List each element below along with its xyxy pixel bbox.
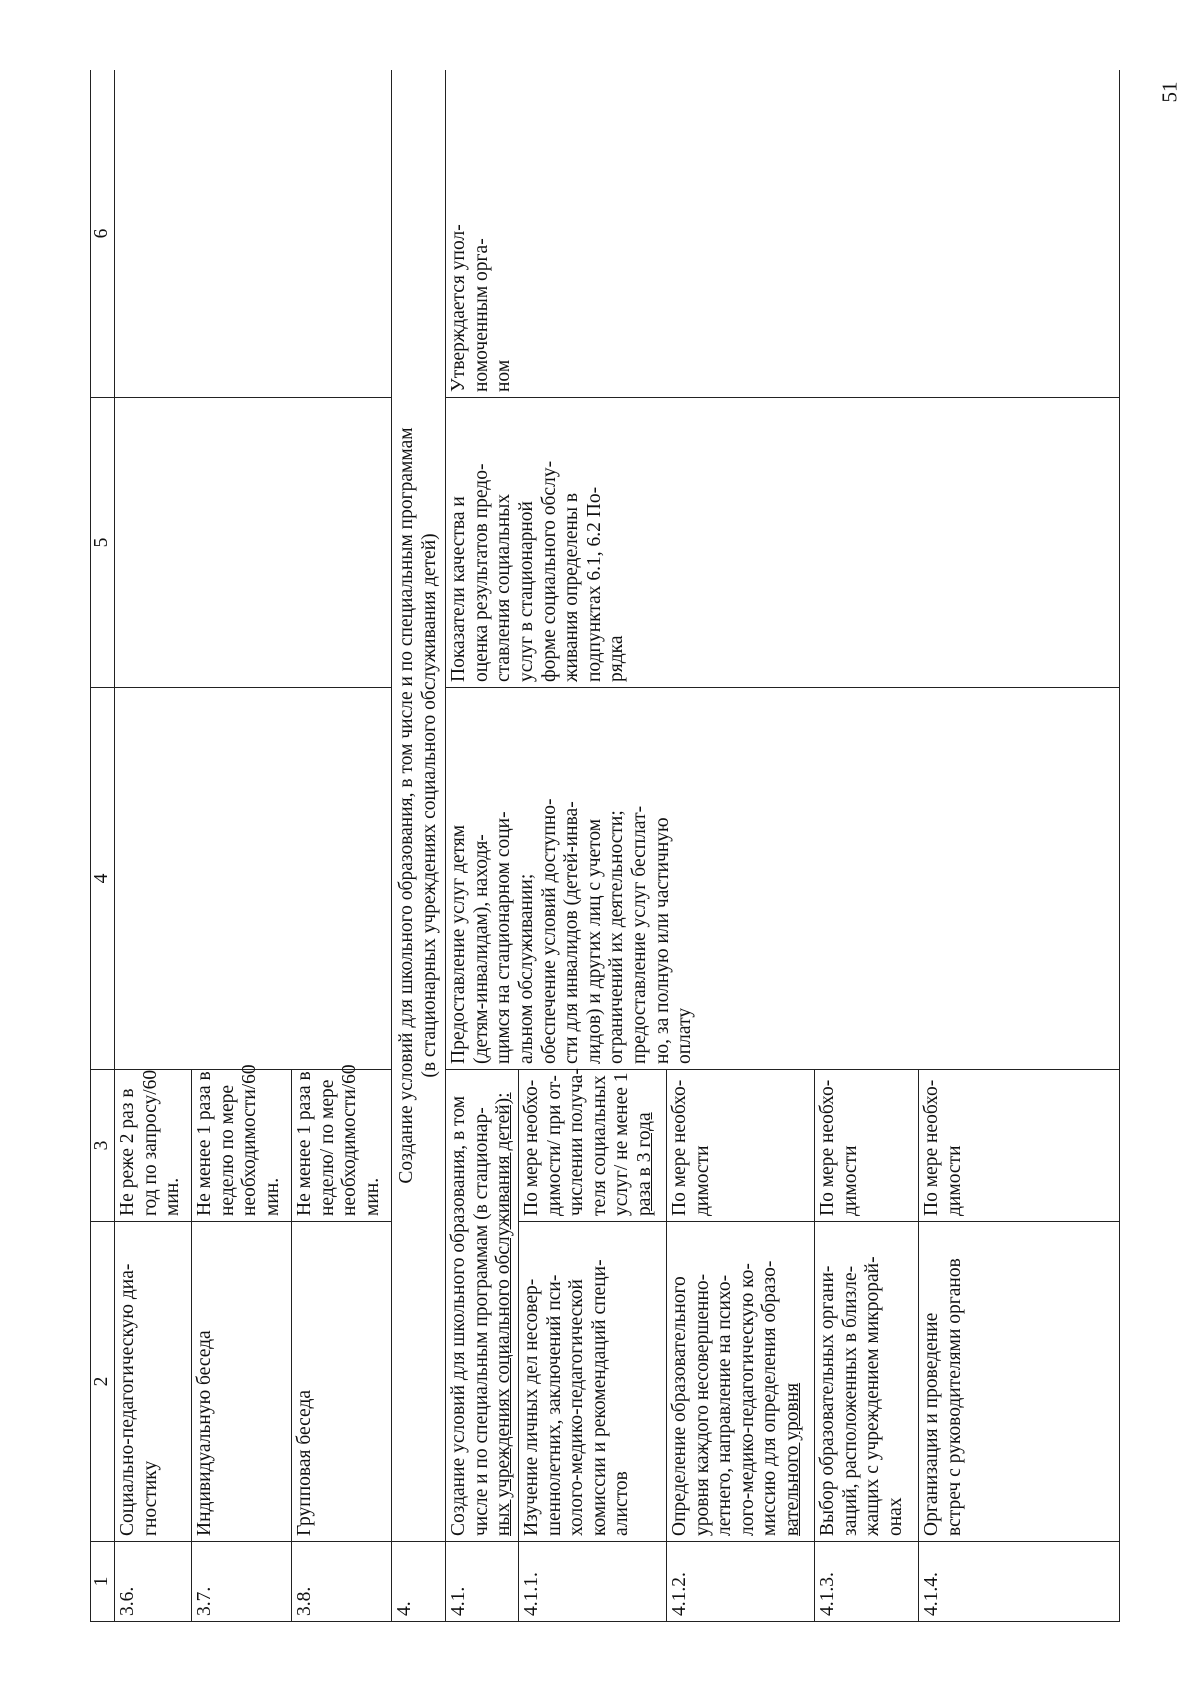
text-line: Выбор образовательных органи- bbox=[817, 1265, 839, 1536]
text-line: Показатели качества и bbox=[448, 496, 470, 682]
row-number: 3.6. bbox=[115, 1542, 192, 1622]
row-number: 4. bbox=[392, 1542, 446, 1622]
text-line: теля социальных bbox=[588, 1075, 610, 1216]
text-line: числе и по специальным программам (в стационар- bbox=[470, 1107, 492, 1536]
text-line: мин. bbox=[261, 1177, 283, 1216]
text-line: оценка результатов предо- bbox=[470, 463, 492, 682]
text-line: димости/ при от- bbox=[543, 1075, 565, 1216]
row-number: 4.1.4. bbox=[919, 1542, 1120, 1622]
text-line: Изучение личных дел несовер- bbox=[521, 1278, 543, 1536]
text-line: гностику bbox=[139, 1460, 161, 1536]
text-line: обеспечение условий доступно- bbox=[538, 798, 560, 1064]
text-line: Определение образовательного bbox=[669, 1276, 691, 1536]
text-line: подпунктах 6.1, 6.2 По- bbox=[583, 486, 605, 682]
column-number-header-row bbox=[91, 70, 115, 1622]
text-line: По мере необхо- bbox=[669, 1079, 691, 1216]
text-line: (детям-инвалидам), находя- bbox=[470, 834, 492, 1064]
text-line: щимся на стационарном соци- bbox=[493, 811, 515, 1064]
service-name bbox=[446, 1070, 519, 1542]
column-header-2: 2 bbox=[91, 1222, 115, 1542]
text-line: вательного уровня bbox=[782, 1382, 804, 1536]
text-line: жащих с учреждением микрорай- bbox=[862, 1256, 884, 1536]
rotated-table-area bbox=[90, 70, 1120, 1622]
text-line: альном обслуживании; bbox=[516, 873, 538, 1064]
service-frequency bbox=[667, 1070, 815, 1222]
text-line: мин. bbox=[162, 1177, 184, 1216]
text-line: ставления социальных bbox=[493, 493, 515, 682]
quality-indicators bbox=[446, 398, 1120, 688]
text-line: летнего, направление на психо- bbox=[714, 1274, 736, 1536]
service-conditions bbox=[446, 688, 1120, 1070]
text-line: ных учреждениях социального обслуживания детей): bbox=[493, 1092, 515, 1536]
service-frequency bbox=[919, 1070, 1120, 1222]
notes bbox=[446, 70, 1120, 398]
text-line: Индивидуальную беседа bbox=[194, 1330, 215, 1536]
row-4-1 bbox=[446, 70, 519, 1622]
text-line: Организация и проведение bbox=[921, 1312, 943, 1536]
section-title bbox=[392, 70, 446, 1542]
text-line: номоченным орга- bbox=[470, 238, 492, 392]
text-line: встреч с руководителями органов bbox=[943, 1258, 965, 1536]
text-line: шеннолетних, заключений пси- bbox=[543, 1274, 565, 1536]
text-line: Групповая беседа bbox=[294, 1389, 315, 1536]
text-line: год по запросу/60 bbox=[139, 1069, 161, 1216]
text-line: Не реже 2 раз в bbox=[117, 1088, 138, 1216]
row-number: 4.1. bbox=[446, 1542, 519, 1622]
text-line: Создание условий для школьного образования, в том числе и по специальным программам bbox=[396, 427, 417, 1184]
service-name bbox=[919, 1222, 1120, 1542]
row-number: 4.1.1. bbox=[519, 1542, 667, 1622]
text-line: мин. bbox=[361, 1177, 383, 1216]
text-line: сти для инвалидов (детей-инва- bbox=[561, 801, 583, 1064]
text-line: рядка bbox=[606, 635, 628, 682]
text-line: Не менее 1 раза в bbox=[194, 1071, 215, 1216]
service-name bbox=[192, 1222, 292, 1542]
text-line: неделю/ по мере bbox=[316, 1079, 338, 1216]
text-line: Предоставление услуг детям bbox=[448, 824, 470, 1064]
text-line: комиссии и рекомендаций специ- bbox=[588, 1259, 610, 1536]
text-line: живания определены в bbox=[561, 492, 583, 682]
rotated-table-container bbox=[90, 70, 1120, 1622]
text-line: ограничений их деятельности; bbox=[606, 810, 628, 1064]
service-frequency bbox=[115, 1070, 192, 1222]
row-number: 3.8. bbox=[292, 1542, 392, 1622]
text-line: числении получа- bbox=[566, 1068, 588, 1216]
service-name bbox=[292, 1222, 392, 1542]
text-line: димости bbox=[943, 1145, 965, 1216]
text-line: услуг/ не менее 1 bbox=[611, 1072, 633, 1216]
text-line: неделю по мере bbox=[216, 1084, 238, 1216]
row-3-6 bbox=[115, 70, 192, 1622]
text-line: заций, расположенных в близле- bbox=[839, 1265, 861, 1536]
row-number: 3.7. bbox=[192, 1542, 292, 1622]
text-line: миссию для определения образо- bbox=[759, 1260, 781, 1536]
text-line: услуг в стационарной bbox=[516, 501, 538, 682]
column-header-1: 1 bbox=[91, 1542, 115, 1622]
text-line: димости bbox=[839, 1145, 861, 1216]
text-line: онах bbox=[884, 1497, 906, 1536]
column-header-4: 4 bbox=[91, 688, 115, 1070]
column-header-5: 5 bbox=[91, 398, 115, 688]
service-frequency bbox=[192, 1064, 292, 1222]
service-frequency bbox=[519, 1070, 667, 1222]
row-number: 4.1.2. bbox=[667, 1542, 815, 1622]
text-line: Не менее 1 раза в bbox=[294, 1071, 315, 1216]
column-header-6: 6 bbox=[91, 70, 115, 398]
row-number: 4.1.3. bbox=[815, 1542, 919, 1622]
text-line: форме социального обслу- bbox=[538, 460, 560, 682]
text-line: По мере необхо- bbox=[521, 1079, 543, 1216]
text-line: но, за полную или частичную bbox=[651, 817, 673, 1064]
text-line: раза в 3 года bbox=[634, 1112, 656, 1216]
empty-cell-conditions bbox=[115, 688, 392, 1070]
text-line: Утверждается упол- bbox=[448, 224, 470, 392]
text-line: лидов) и других лиц с учетом bbox=[583, 818, 605, 1064]
text-line: ном bbox=[493, 359, 515, 392]
service-name bbox=[815, 1222, 919, 1542]
service-frequency bbox=[815, 1070, 919, 1222]
service-frequency bbox=[292, 1064, 392, 1222]
text-line: (в стационарных учреждениях социального обслуживания детей) bbox=[418, 533, 440, 1078]
text-line: необходимости/60 bbox=[339, 1064, 361, 1216]
text-line: оплату bbox=[674, 1007, 696, 1064]
text-line: необходимости/60 bbox=[239, 1064, 261, 1216]
text-line: димости bbox=[691, 1145, 713, 1216]
text-line: уровня каждого несовершенно- bbox=[691, 1273, 713, 1536]
text-line: холого-медико-педагогической bbox=[566, 1279, 588, 1536]
text-line: Создание условий для школьного образования, в том bbox=[448, 1095, 470, 1536]
text-line: лого-медико-педагогическую ко- bbox=[736, 1263, 758, 1536]
empty-cell-quality bbox=[115, 398, 392, 688]
service-name bbox=[667, 1222, 815, 1542]
service-name bbox=[115, 1222, 192, 1542]
empty-cell-notes bbox=[115, 70, 392, 398]
services-table bbox=[90, 70, 1120, 1622]
text-line: По мере необхо- bbox=[817, 1079, 839, 1216]
text-line: предоставление услуг бесплат- bbox=[629, 805, 651, 1064]
page-number: 51 bbox=[1157, 81, 1182, 103]
text-line: алистов bbox=[611, 1471, 633, 1536]
text-line: Социально-педагогическую диа- bbox=[117, 1263, 138, 1536]
text-line: По мере необхо- bbox=[921, 1079, 943, 1216]
row-4-section bbox=[392, 70, 446, 1622]
column-header-3: 3 bbox=[91, 1070, 115, 1222]
service-name bbox=[519, 1222, 667, 1542]
